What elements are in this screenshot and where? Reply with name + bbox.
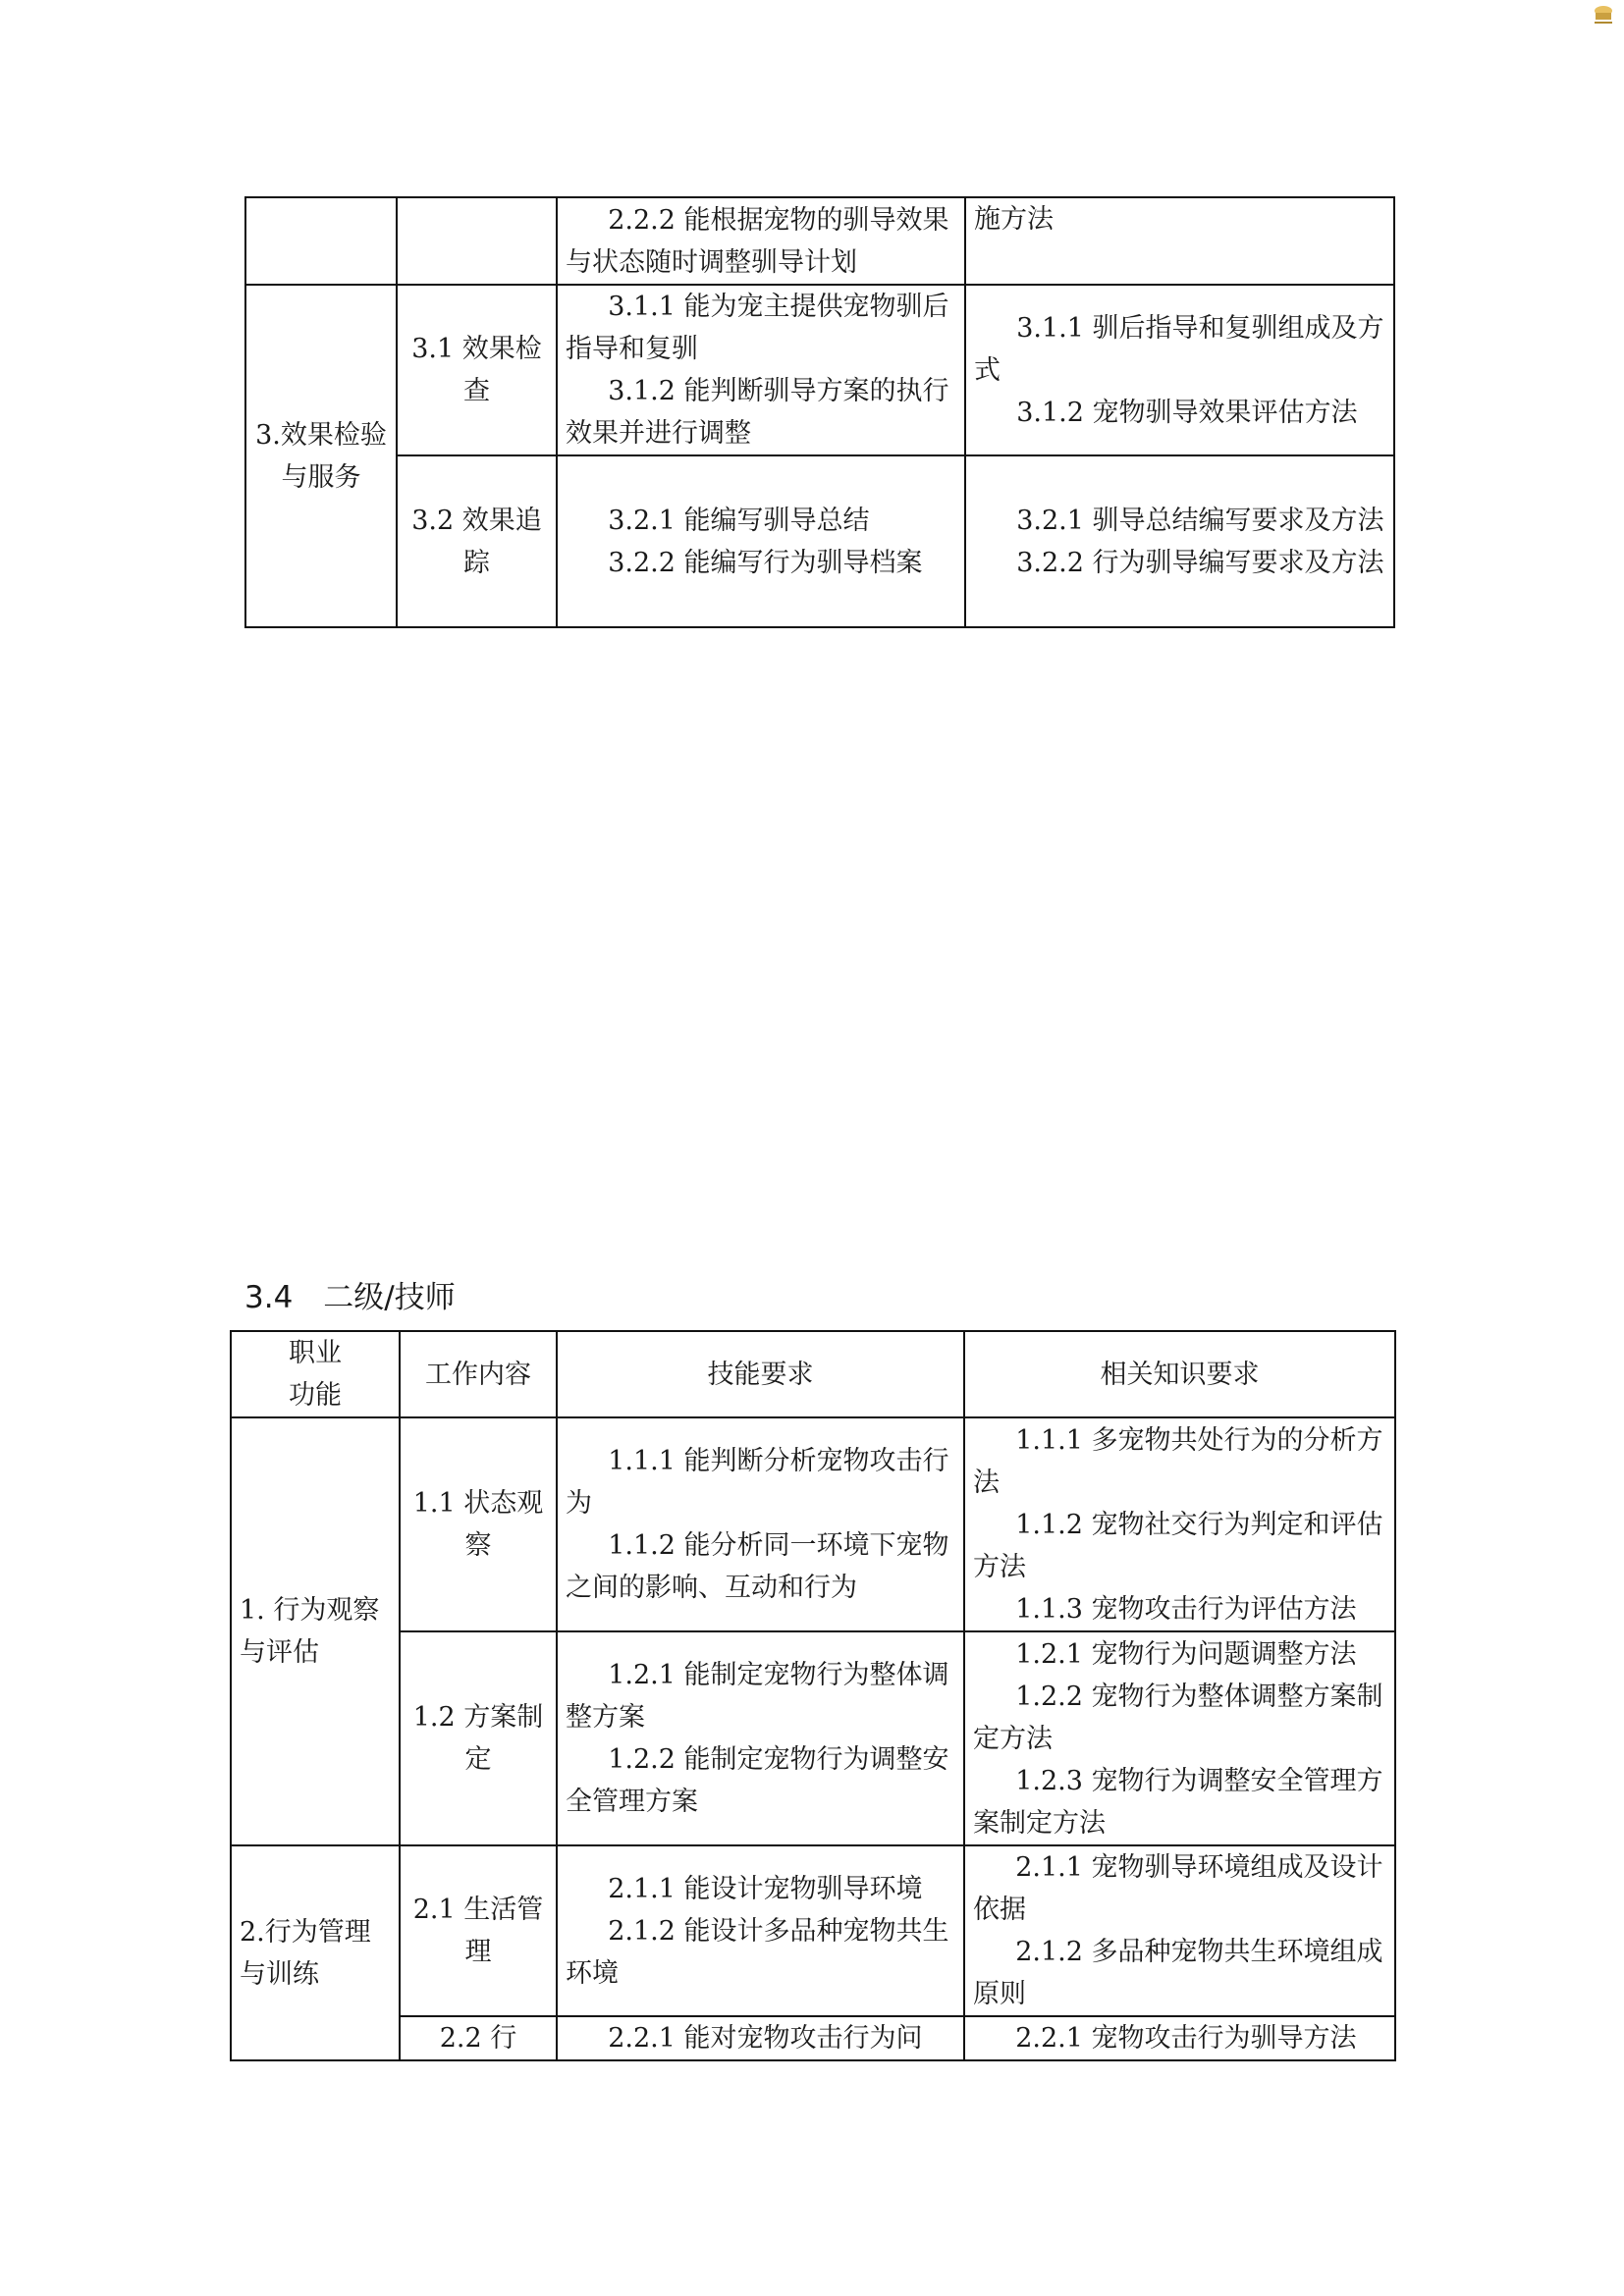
skill-line: 2.1.2 能设计多品种宠物共生环境 [566,1915,949,1989]
knowledge-line: 1.2.2 宠物行为整体调整方案制定方法 [973,1681,1383,1754]
table-row [231,1845,1395,2016]
table-row [245,455,1394,627]
table-row [231,2016,1395,2060]
knowledge-line: 施方法 [974,204,1054,235]
cell-skills [557,285,965,455]
cell-knowledge [964,1845,1395,2016]
knowledge-line: 3.1.2 宠物驯导效果评估方法 [1016,397,1358,428]
skill-line: 3.1.1 能为宠主提供宠物驯后指导和复驯 [566,292,949,364]
knowledge-line: 3.2.2 行为驯导编写要求及方法 [1016,547,1384,578]
cell-content: 2.2 行 [400,2016,557,2060]
header-content: 工作内容 [400,1331,557,1417]
table-row [231,1631,1395,1845]
table-header-row [231,1331,1395,1417]
skill-line: 3.2.1 能编写驯导总结 [608,505,870,536]
cell-skills [557,197,965,285]
skill-line: 3.1.2 能判断驯导方案的执行效果并进行调整 [566,376,949,449]
skill-line: 2.1.1 能设计宠物驯导环境 [608,1873,923,1904]
knowledge-line: 1.1.1 多宠物共处行为的分析方法 [973,1424,1383,1498]
skill-line: 1.2.2 能制定宠物行为调整安全管理方案 [566,1744,949,1817]
knowledge-line: 2.2.1 宠物攻击行为驯导方法 [1015,2023,1357,2054]
cell-skills [557,1631,964,1845]
cell-func: 1. 行为观察与评估 [231,1417,400,1845]
cell-content [397,197,557,285]
cell-knowledge [965,285,1394,455]
cell-skills [557,455,965,627]
skills-table-continued [244,196,1395,628]
skill-line: 3.2.2 能编写行为驯导档案 [608,547,923,578]
table-row [245,285,1394,455]
skills-table [230,1330,1396,2061]
knowledge-line: 3.1.1 驯后指导和复驯组成及方式 [974,312,1384,386]
header-skills: 技能要求 [557,1331,964,1417]
cell-knowledge [965,197,1394,285]
header-func: 职业功能 [231,1331,400,1417]
knowledge-line: 1.1.3 宠物攻击行为评估方法 [1015,1593,1357,1625]
skill-line: 1.2.1 能制定宠物行为整体调整方案 [566,1660,949,1733]
knowledge-line: 3.2.1 驯导总结编写要求及方法 [1016,505,1384,536]
cell-func: 2.行为管理与训练 [231,1845,400,2060]
table-row [231,1417,1395,1631]
knowledge-line: 1.2.1 宠物行为问题调整方法 [1015,1638,1357,1670]
cell-knowledge [964,2016,1395,2060]
cell-content: 2.1 生活管理 [400,1845,557,2016]
table-row [245,197,1394,285]
knowledge-line: 2.1.2 多品种宠物共生环境组成原则 [973,1937,1383,2009]
cell-content: 3.2 效果追踪 [397,455,557,627]
knowledge-line: 2.1.1 宠物驯导环境组成及设计依据 [973,1852,1383,1925]
section-title: 3.4 二级/技师 [244,1280,456,1315]
cell-knowledge [964,1417,1395,1631]
cell-skills [557,2016,964,2060]
header-knowledge: 相关知识要求 [964,1331,1395,1417]
logo-icon [1591,2,1616,27]
cell-skills [557,1417,964,1631]
skill-line: 2.2.2 能根据宠物的驯导效果与状态随时调整驯导计划 [566,204,949,278]
cell-knowledge [964,1631,1395,1845]
skill-line: 2.2.1 能对宠物攻击行为问 [608,2023,923,2054]
cell-content: 1.2 方案制定 [400,1631,557,1845]
skill-line: 1.1.1 能判断分析宠物攻击行为 [566,1446,949,1519]
skill-line: 1.1.2 能分析同一环境下宠物之间的影响、互动和行为 [566,1530,949,1603]
knowledge-line: 1.1.2 宠物社交行为判定和评估方法 [973,1509,1383,1582]
cell-skills [557,1845,964,2016]
cell-func: 3.效果检验与服务 [245,285,397,627]
cell-content: 3.1 效果检查 [397,285,557,455]
cell-knowledge [965,455,1394,627]
cell-func [245,197,397,285]
cell-content: 1.1 状态观察 [400,1417,557,1631]
knowledge-line: 1.2.3 宠物行为调整安全管理方案制定方法 [973,1765,1383,1839]
